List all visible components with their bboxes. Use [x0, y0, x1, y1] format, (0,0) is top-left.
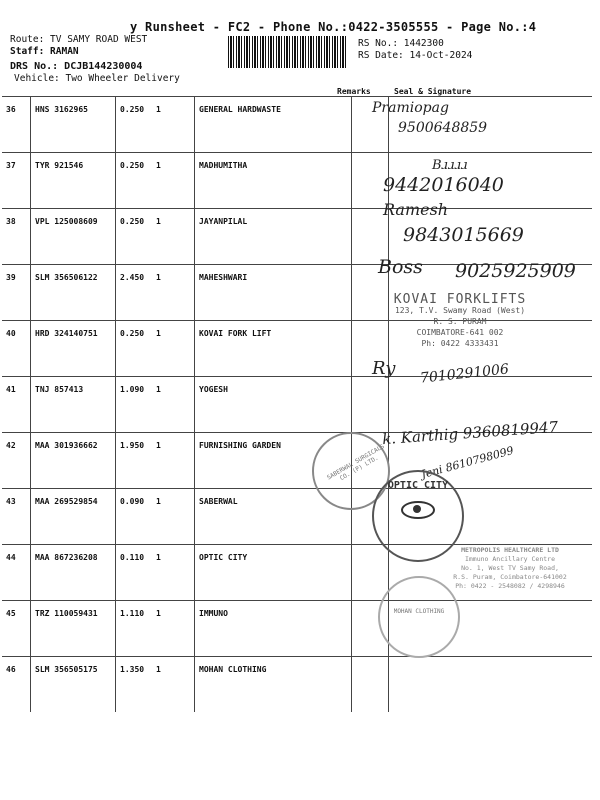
- awb-number: HNS 3162965: [31, 97, 116, 153]
- awb-number: HRD 324140751: [31, 321, 116, 377]
- stamp-line: 123, T.V. Swamy Road (West): [394, 306, 526, 315]
- consignee-name: MADHUMITHA: [195, 153, 352, 209]
- kovai-forklifts-stamp: [360, 294, 560, 349]
- row-number: 42: [2, 433, 31, 489]
- signature-36-name: Pramiopag: [372, 100, 449, 116]
- consignee-name: OPTIC CITY: [195, 545, 352, 601]
- consignee-name: JAYANPILAL: [195, 209, 352, 265]
- stamp-text: MOHAN CLOTHING: [393, 608, 445, 615]
- seal-signature-cell: [389, 657, 593, 713]
- weight: 1.110: [116, 601, 153, 657]
- weight: 1.090: [116, 377, 153, 433]
- weight: 0.090: [116, 489, 153, 545]
- route-label: Route: TV SAMY ROAD WEST: [10, 34, 148, 45]
- stamp-line: Ph: 0422 4333431: [421, 339, 499, 348]
- weight: 0.250: [116, 153, 153, 209]
- weight: 1.950: [116, 433, 153, 489]
- remarks-header: Remarks: [337, 87, 371, 96]
- row-number: 37: [2, 153, 31, 209]
- signature-39-phone: 9025925909: [455, 260, 576, 282]
- stamp-text: SABERWAL SURGICALS CO. (P) LTD.: [325, 442, 386, 483]
- consignee-name: IMMUNO: [195, 601, 352, 657]
- row-number: 38: [2, 209, 31, 265]
- weight: 0.110: [116, 545, 153, 601]
- weight: 0.250: [116, 209, 153, 265]
- awb-number: MAA 301936662: [31, 433, 116, 489]
- mohan-clothing-stamp: [378, 576, 460, 658]
- row-number: 39: [2, 265, 31, 321]
- pieces: 1: [152, 97, 195, 153]
- staff-label: Staff: RAMAN: [10, 46, 79, 57]
- pieces: 1: [152, 265, 195, 321]
- drs-number: DRS No.: DCJB144230004: [10, 61, 143, 72]
- seal-signature-header: Seal & Signature: [394, 87, 472, 96]
- pieces: 1: [152, 321, 195, 377]
- stamp-text: OPTIC CITY: [387, 480, 449, 491]
- remarks-cell: [352, 657, 389, 713]
- pieces: 1: [152, 601, 195, 657]
- awb-number: SLM 356506122: [31, 265, 116, 321]
- consignee-name: YOGESH: [195, 377, 352, 433]
- stamp-line: R.S. Puram, Coimbatore-641002: [453, 573, 567, 581]
- stamp-line: R. S. PURAM: [433, 317, 487, 326]
- pieces: 1: [152, 209, 195, 265]
- stamp-line: KOVAI FORKLIFTS: [393, 292, 527, 307]
- stamp-line: Immuno Ancillary Centre: [464, 555, 555, 563]
- pieces: 1: [152, 377, 195, 433]
- table-row: [2, 489, 592, 545]
- weight: 0.250: [116, 321, 153, 377]
- row-number: 45: [2, 601, 31, 657]
- table-row: [2, 433, 592, 489]
- consignee-name: MAHESHWARI: [195, 265, 352, 321]
- consignee-name: SABERWAL: [195, 489, 352, 545]
- signature-37-phone: 9442016040: [383, 174, 504, 196]
- row-number: 41: [2, 377, 31, 433]
- signature-43: Jeni 8610798099: [419, 443, 516, 482]
- row-number: 40: [2, 321, 31, 377]
- pieces: 1: [152, 433, 195, 489]
- weight: 2.450: [116, 265, 153, 321]
- awb-number: MAA 867236208: [31, 545, 116, 601]
- stamp-line: METROPOLIS HEALTHCARE LTD: [461, 546, 559, 554]
- signature-37-name: Bɹɹɹɹ: [432, 158, 468, 173]
- table-row: [2, 601, 592, 657]
- stamp-line: Ph: 0422 - 2548082 / 4298946: [455, 582, 565, 590]
- signature-36-phone: 9500648859: [398, 120, 488, 136]
- awb-number: TRZ 110059431: [31, 601, 116, 657]
- consignee-name: FURNISHING GARDEN: [195, 433, 352, 489]
- stamp-line: No. 1, West TV Samy Road,: [461, 564, 559, 572]
- pieces: 1: [152, 545, 195, 601]
- consignee-name: GENERAL HARDWASTE: [195, 97, 352, 153]
- pieces: 1: [152, 153, 195, 209]
- barcode: [228, 36, 348, 68]
- awb-number: TNJ 857413: [31, 377, 116, 433]
- table-row: [2, 657, 592, 713]
- signature-41-name: Ry: [372, 358, 396, 379]
- signature-39-name: Boss: [378, 256, 423, 278]
- awb-number: TYR 921546: [31, 153, 116, 209]
- runsheet-title: y Runsheet - FC2 - Phone No.:0422-3505555 - Page No.:4: [130, 20, 537, 34]
- weight: 0.250: [120, 105, 145, 114]
- row-number: 43: [2, 489, 31, 545]
- weight: 1.350: [116, 657, 153, 713]
- table-row: [2, 97, 592, 153]
- pieces: 1: [152, 489, 195, 545]
- row-number: 46: [2, 657, 31, 713]
- signature-38-name: Ramesh: [383, 200, 449, 219]
- row-number: 36: [2, 97, 31, 153]
- row-number: 44: [2, 545, 31, 601]
- rs-number: RS No.: 1442300: [358, 38, 444, 49]
- signature-41-phone: 7010291006: [419, 361, 510, 387]
- stamp-line: COIMBATORE-641 002: [416, 328, 504, 337]
- pieces: 1: [152, 657, 195, 713]
- eye-icon: [401, 501, 435, 519]
- awb-number: MAA 269529854: [31, 489, 116, 545]
- consignee-name: KOVAI FORK LIFT: [195, 321, 352, 377]
- rs-date: RS Date: 14-Oct-2024: [358, 50, 473, 61]
- signature-38-phone: 9843015669: [403, 224, 524, 246]
- awb-number: SLM 356505175: [31, 657, 116, 713]
- vehicle-label: Vehicle: Two Wheeler Delivery: [14, 73, 180, 84]
- signature-42: k. Karthig 9360819947: [381, 417, 559, 449]
- awb-number: VPL 125008609: [31, 209, 116, 265]
- consignee-name: MOHAN CLOTHING: [195, 657, 352, 713]
